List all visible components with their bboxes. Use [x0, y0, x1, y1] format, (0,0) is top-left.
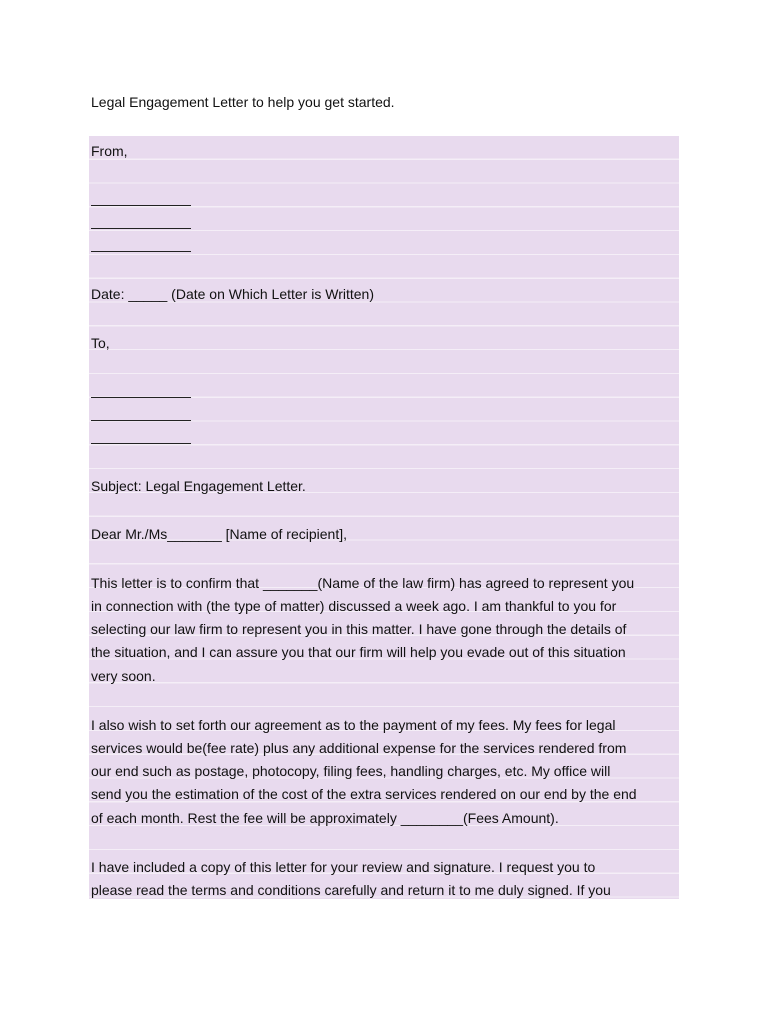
- sender-address-blank-2: [91, 228, 191, 229]
- to-label: To,: [91, 335, 110, 351]
- paragraph-2-line: I also wish to set forth our agreement as to the payment of my fees. My fees for legal: [91, 717, 616, 733]
- paragraph-2-line: services would be(fee rate) plus any additional expense for the services rendered from: [91, 740, 627, 756]
- from-label: From,: [91, 143, 128, 159]
- recipient-address-blank-3: [91, 443, 191, 444]
- salutation: Dear Mr./Ms_______ [Name of recipient],: [91, 526, 348, 542]
- recipient-address-blank-2: [91, 420, 191, 421]
- paragraph-3-line: I have included a copy of this letter for your review and signature. I request you to: [91, 859, 596, 875]
- paragraph-2-line: send you the estimation of the cost of the extra services rendered on our end by the end: [91, 786, 637, 802]
- paragraph-1-line: selecting our law firm to represent you in this matter. I have gone through the details of: [91, 621, 627, 637]
- sender-address-blank-1: [91, 205, 191, 206]
- paragraph-3-line: please read the terms and conditions carefully and return it to me duly signed. If you: [91, 882, 611, 898]
- paragraph-1-line: very soon.: [91, 668, 156, 684]
- paragraph-1-line: in connection with (the type of matter) discussed a week ago. I am thankful to you for: [91, 598, 617, 614]
- letter-body: [89, 136, 679, 899]
- paragraph-1-line: This letter is to confirm that _______(Name of the law firm) has agreed to represent you: [91, 575, 635, 591]
- recipient-address-blank-1: [91, 397, 191, 398]
- date-line: Date: _____ (Date on Which Letter is Written): [91, 286, 374, 302]
- document-intro: Legal Engagement Letter to help you get started.: [91, 94, 395, 110]
- sender-address-blank-3: [91, 251, 191, 252]
- paragraph-1-line: the situation, and I can assure you that our firm will help you evade out of this situation: [91, 644, 626, 660]
- paragraph-2-line: of each month. Rest the fee will be approximately ________(Fees Amount).: [91, 810, 559, 826]
- paragraph-2-line: our end such as postage, photocopy, filing fees, handling charges, etc. My office will: [91, 763, 611, 779]
- subject-line: Subject: Legal Engagement Letter.: [91, 478, 306, 494]
